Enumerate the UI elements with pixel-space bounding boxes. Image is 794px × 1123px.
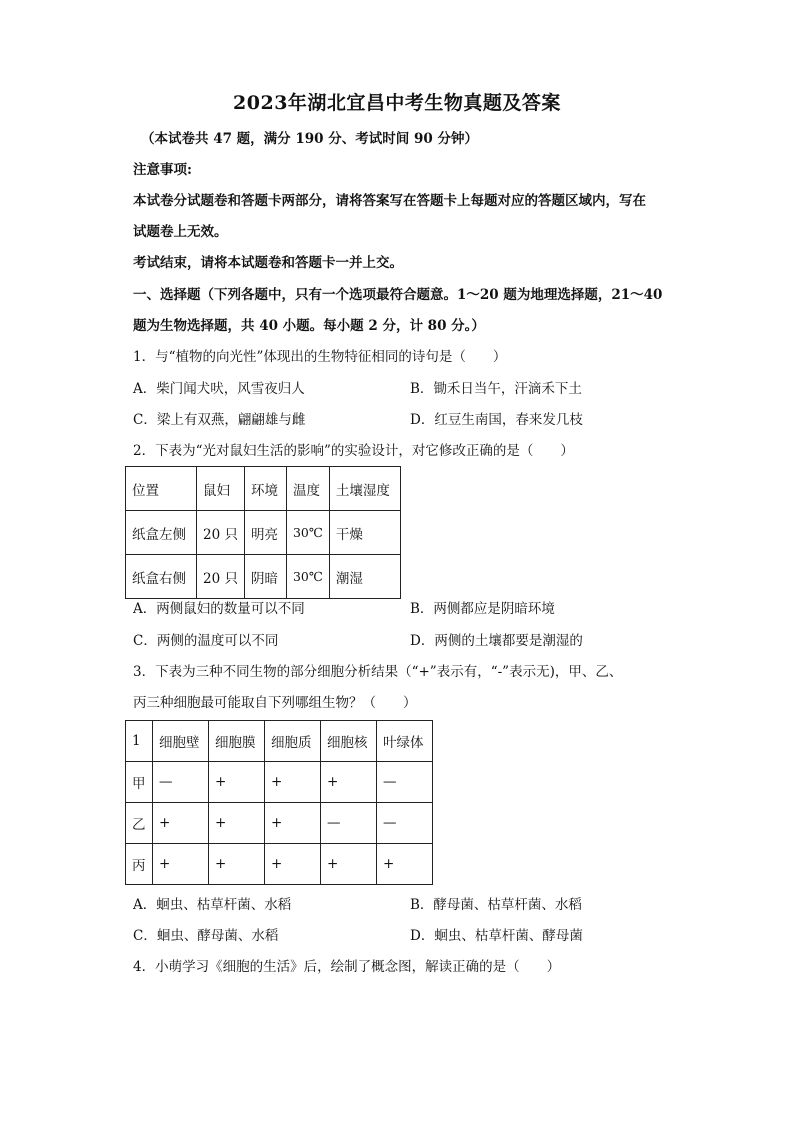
table-header-row — [126, 467, 401, 511]
q2-option-d: D．两侧的土壤都要是潮湿的 — [410, 633, 583, 649]
q3-option-d: D．蛔虫、枯草杆菌、酵母菌 — [410, 928, 583, 944]
table-header-cell: 鼠妇 — [197, 467, 245, 511]
q3-stem-line-2: 丙三种细胞最可能取自下列哪组生物？（ ） — [133, 695, 417, 711]
table-cell: + — [265, 762, 321, 803]
table-row — [126, 511, 401, 555]
q3-table — [125, 720, 433, 885]
table-header-cell: 位置 — [126, 467, 197, 511]
q4-stem: 4．小萌学习《细胞的生活》后，绘制了概念图，解读正确的是（ ） — [133, 959, 561, 975]
table-row — [126, 762, 433, 803]
table-row — [126, 555, 401, 599]
table-cell: 明亮 — [244, 511, 286, 555]
table-header-cell: 土壤湿度 — [329, 467, 400, 511]
q1-option-c: C．梁上有双燕，翩翩雄与雌 — [133, 412, 306, 428]
notice-line-2: 试题卷上无效。 — [133, 224, 228, 240]
table-cell: 纸盒左侧 — [126, 511, 197, 555]
table-cell: 丙 — [126, 844, 153, 885]
page-title: 2023年湖北宜昌中考生物真题及答案 — [233, 92, 561, 114]
table-cell: 阴暗 — [244, 555, 286, 599]
q3-option-c: C．蛔虫、酵母菌、水稻 — [133, 928, 279, 944]
q1-option-a: A．柴门闻犬吠，风雪夜归人 — [133, 381, 305, 397]
q2-option-a: A．两侧鼠妇的数量可以不同 — [133, 601, 305, 617]
q3-option-b: B．酵母菌、枯草杆菌、水稻 — [410, 897, 582, 913]
table-header-cell: 1 — [126, 721, 153, 762]
table-cell: 20 只 — [197, 511, 245, 555]
q2-stem: 2．下表为“光对鼠妇生活的影响”的实验设计，对它修改正确的是（ ） — [133, 443, 574, 459]
table-cell: — — [321, 803, 377, 844]
table-header-cell: 环境 — [244, 467, 286, 511]
q1-option-d: D．红豆生南国，春来发几枝 — [410, 412, 583, 428]
table-header-cell: 细胞核 — [321, 721, 377, 762]
table-cell: + — [153, 803, 209, 844]
table-header-cell: 叶绿体 — [377, 721, 433, 762]
q2-table — [125, 466, 401, 599]
q1-stem: 1．与“植物的向光性”体现出的生物特征相同的诗句是（ ） — [133, 349, 507, 365]
q3-option-a: A．蛔虫、枯草杆菌、水稻 — [133, 897, 292, 913]
table-header-cell: 温度 — [286, 467, 329, 511]
notice-line-3: 考试结束，请将本试题卷和答题卡一并上交。 — [133, 255, 403, 271]
table-header-cell: 细胞壁 — [153, 721, 209, 762]
table-cell: + — [153, 844, 209, 885]
table-row — [126, 803, 433, 844]
section1-instructions-line-1: 一、选择题（下列各题中，只有一个选项最符合题意。1～20 题为地理选择题，21～40 — [133, 287, 663, 303]
notice-heading: 注意事项: — [133, 162, 192, 178]
table-cell: 30℃ — [286, 555, 329, 599]
table-cell: + — [209, 762, 265, 803]
q2-option-c: C．两侧的温度可以不同 — [133, 633, 279, 649]
table-cell: — — [153, 762, 209, 803]
table-cell: + — [209, 844, 265, 885]
table-cell: + — [265, 844, 321, 885]
table-cell: 潮湿 — [329, 555, 400, 599]
q1-option-b: B．锄禾日当午，汗滴禾下土 — [410, 381, 582, 397]
table-cell: 甲 — [126, 762, 153, 803]
table-cell: + — [377, 844, 433, 885]
table-cell: 干燥 — [329, 511, 400, 555]
table-cell: + — [321, 762, 377, 803]
table-cell: 纸盒右侧 — [126, 555, 197, 599]
section1-instructions-line-2: 题为生物选择题，共 40 小题。每小题 2 分，计 80 分。） — [133, 318, 485, 334]
table-cell: + — [265, 803, 321, 844]
table-row — [126, 844, 433, 885]
table-cell: — — [377, 803, 433, 844]
table-cell: 30℃ — [286, 511, 329, 555]
table-cell: + — [321, 844, 377, 885]
table-header-cell: 细胞质 — [265, 721, 321, 762]
table-cell: — — [377, 762, 433, 803]
table-header-cell: 细胞膜 — [209, 721, 265, 762]
q3-stem-line-1: 3．下表为三种不同生物的部分细胞分析结果（“+”表示有，“-”表示无)，甲、乙、 — [133, 664, 623, 680]
table-header-row — [126, 721, 433, 762]
notice-line-1: 本试卷分试题卷和答题卡两部分，请将答案写在答题卡上每题对应的答题区域内，写在 — [133, 193, 646, 209]
table-cell: 乙 — [126, 803, 153, 844]
table-cell: + — [209, 803, 265, 844]
table-cell: 20 只 — [197, 555, 245, 599]
exam-subtitle: （本试卷共 47 题，满分 190 分、考试时间 90 分钟） — [141, 131, 478, 147]
q2-option-b: B．两侧都应是阴暗环境 — [410, 601, 555, 617]
